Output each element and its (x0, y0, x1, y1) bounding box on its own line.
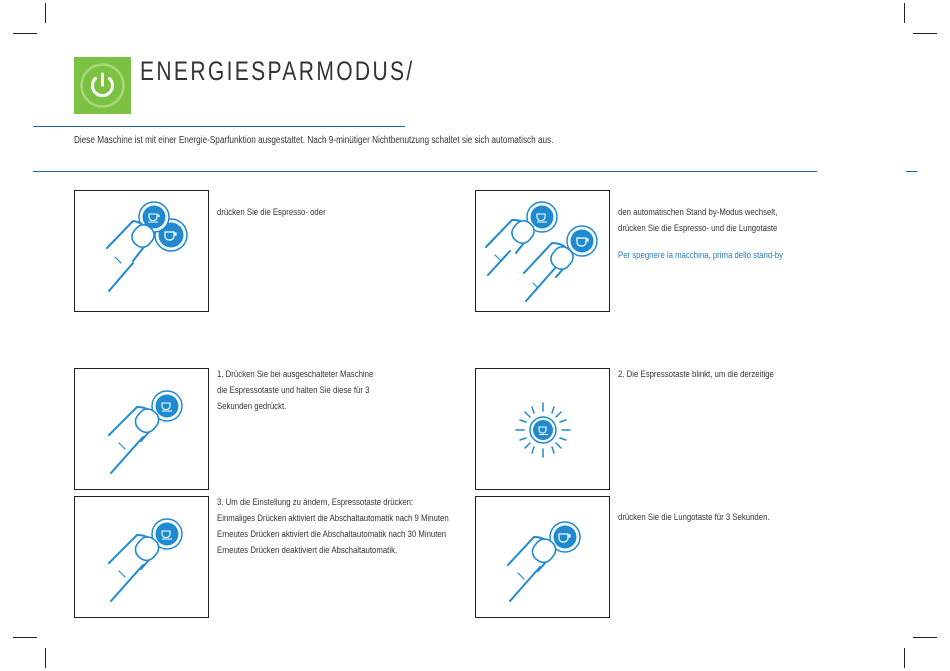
crop-mark (13, 33, 37, 34)
crop-mark (904, 648, 905, 668)
step-line: Sekunden gedrückt. (217, 401, 287, 412)
illustration-panel (475, 496, 610, 618)
step-note: Per spegnere la macchina, prima dello stand-by (618, 250, 783, 261)
step-text (217, 367, 373, 415)
title-divider (33, 126, 405, 127)
step-line: Einmaliges Drücken aktiviert die Abschaltautomatik nach 9 Minuten (217, 513, 449, 524)
illustration-panel (74, 496, 209, 618)
step-line: 2. Die Espressotaste blinkt, um die derzeitige (618, 369, 774, 380)
step-line: drücken Sie die Espresso- und die Lungotaste (618, 223, 778, 234)
crop-mark (913, 637, 937, 638)
finger-press-espresso-icon (75, 369, 208, 489)
finger-press-lungo-icon (476, 497, 609, 617)
step-line: den automatischen Stand by-Modus wechselt, (618, 207, 778, 218)
two-fingers-press-icon (476, 191, 609, 311)
section-divider (33, 171, 817, 172)
step-line: 1. Drücken Sie bei ausgeschalteter Maschine (217, 369, 374, 380)
crop-mark (45, 3, 46, 23)
step-line: 3. Um die Einstellung zu ändern, Espressotaste drücken: (217, 497, 414, 508)
illustration-panel (74, 368, 209, 490)
illustration-panel (475, 368, 610, 490)
step-line: Erneutes Drücken deaktiviert die Abschaltautomatik. (217, 545, 398, 556)
step-line: drücken Sie die Espresso- oder (217, 207, 326, 218)
illustration-panel (74, 190, 209, 312)
step-line: Erneutes Drücken aktiviert die Abschaltautomatik nach 30 Minuten (217, 529, 447, 540)
step-text (217, 205, 326, 221)
step-text (618, 367, 774, 383)
finger-press-espresso-icon (75, 497, 208, 617)
crop-mark (904, 3, 905, 23)
crop-mark (913, 33, 937, 34)
blinking-espresso-button-icon (476, 369, 609, 489)
power-icon (74, 57, 131, 114)
crop-mark (45, 648, 46, 668)
intro-text: Diese Maschine ist mit einer Energie-Sparfunktion ausgestattet. Nach 9-minütiger Nichtbenutzung schaltet sie sich automatisch aus. (74, 135, 554, 146)
crop-mark (13, 637, 37, 638)
step-text (618, 510, 770, 526)
page-title: ENERGIESPARMODUS/ (140, 56, 415, 86)
step-text (618, 205, 783, 264)
step-line: die Espressotaste und halten Sie diese für 3 (217, 385, 370, 396)
finger-press-espresso-lungo-icon (75, 191, 208, 311)
crop-mark (906, 171, 917, 172)
step-text (217, 495, 449, 559)
step-line: drücken Sie die Lungotaste für 3 Sekunden. (618, 512, 770, 523)
illustration-panel (475, 190, 610, 312)
